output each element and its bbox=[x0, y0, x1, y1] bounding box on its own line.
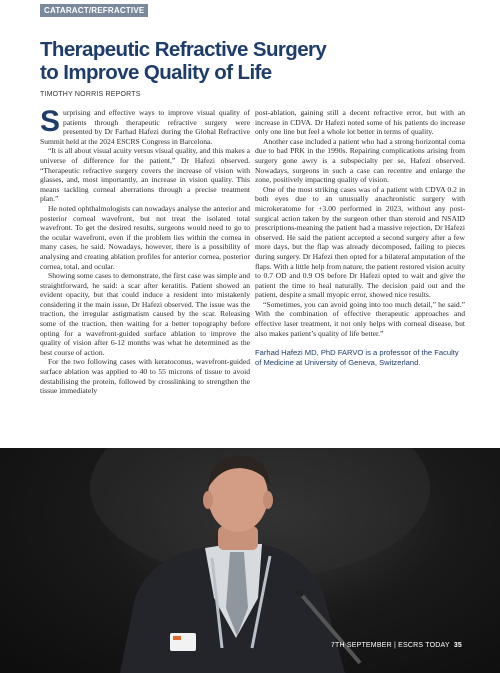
paragraph: One of the most striking cases was of a patient with CDVA 0.2 in both eyes due to an unusually anachronistic surgery with microkeratome for +3.00 performed in 2023, without any post-surgical action taken by the surgeon other than steroid and NSAID prescriptions-meaning the patient had a massive rejection, Dr Hafezi observed. He said the patient accepted a second surgery after a few more days, but the flap was already decomposed, failing to pieces during surgery. Dr Hafezi then opted for a bilateral amputation of the flaps. With a little help from nature, the patient restored vision acuity to 0.7 OD and 0.9 OS before Dr Hafezi opted to wait and give the patient the time to heal naturally. The decision paid out and the patient, despite a small myopic error, showed nice results. bbox=[255, 184, 465, 300]
speaker-illustration bbox=[0, 448, 500, 673]
paragraph: post-ablation, gaining still a decent refractive error, but with an increase in CDVA. Dr Hafezi noted some of his patients do increase only one line but feel a whole lot better in terms of quality. bbox=[255, 108, 465, 137]
paragraph: For the two following cases with keratoconus, wavefront-guided surface ablation was applied to 40 to 55 microns of tissue to avoid destabilising the protein, followed by crosslinking to strengthen the tissue immediately bbox=[40, 357, 250, 396]
article-column-right bbox=[255, 108, 465, 368]
publication-name: ESCRS TODAY bbox=[398, 642, 450, 649]
paragraph: “Sometimes, you can avoid going into too much detail,” he said.” With the combination of effective therapeutic approaches and effective laser treatment, it not only helps with corneal disease, but also makes patient’s quality of life better.” bbox=[255, 299, 465, 338]
paragraph: Showing some cases to demonstrate, the first case was simple and straightforward, he said: a scar after keratitis. Patient showed an evident opacity, but that could induce a resident into mistakenly considering it the main issue, Dr Hafezi observed. The issue was the traction, the irregular astigmatism caused by the scar. Releasing some of the traction, then waiting for a better topography before opting for a wavefront-guided surface ablation to improve the quality of vision after 6-12 months was what he determined as the best course of action. bbox=[40, 271, 250, 357]
page-footer bbox=[331, 642, 462, 649]
headline-line-1: Therapeutic Refractive Surgery bbox=[40, 38, 327, 61]
paragraph: He noted ophthalmologists can nowadays analyse the anterior and posterior corneal wavefront, but not treat the isolated total wavefront. To get the desired results, surgeons would need to go to the ocular wavefront, even if the problem lies within the cornea in many cases, he said. Nowadays, however, there is a possibility of analysing and creating ablation profiles for anterior cornea, posterior cornea, total, and ocular. bbox=[40, 203, 250, 271]
paragraph: Surprising and effective ways to improve visual quality of patients through therapeutic refractive surgery were presented by Dr Farhad Hafezi during the Global Refractive Summit held at the 2024 ESCRS Congress in Barcelona. bbox=[40, 105, 250, 146]
drop-cap: S bbox=[40, 105, 61, 138]
headline-line-2: to Improve Quality of Life bbox=[40, 61, 272, 84]
issue-date: 7TH SEPTEMBER bbox=[330, 642, 392, 649]
speaker-photo bbox=[0, 448, 500, 673]
article-column-left bbox=[40, 105, 250, 396]
footer-separator: | bbox=[393, 642, 397, 649]
section-tag: CATARACT/REFRACTIVE bbox=[40, 4, 148, 17]
byline: TIMOTHY NORRIS REPORTS bbox=[40, 91, 141, 98]
article-headline bbox=[40, 38, 460, 84]
page-number: 35 bbox=[453, 642, 462, 649]
paragraph: Another case included a patient who had a strong horizontal coma due to bad PRK in the 1990s. Repairing complications arising from surgery gone awry is a subspecialty per se, Hafezi observed. Nowadays, surgeons in such a case can recentre and enlarge the zone, positively impacting quality of vision. bbox=[255, 136, 465, 185]
author-bio: Farhad Hafezi MD, PhD FARVO is a professor of the Faculty of Medicine at University of Geneva, Switzerland. bbox=[255, 348, 459, 368]
paragraph: “It is all about visual acuity versus visual quality, and this makes a universe of difference for the patient,” Dr Hafezi observed. “Therapeutic refractive surgery covers the increase of vision with glasses, and, most importantly, an increase in vision quality. This means tackling corneal aberrations through a precise treatment plan.” bbox=[40, 146, 250, 204]
